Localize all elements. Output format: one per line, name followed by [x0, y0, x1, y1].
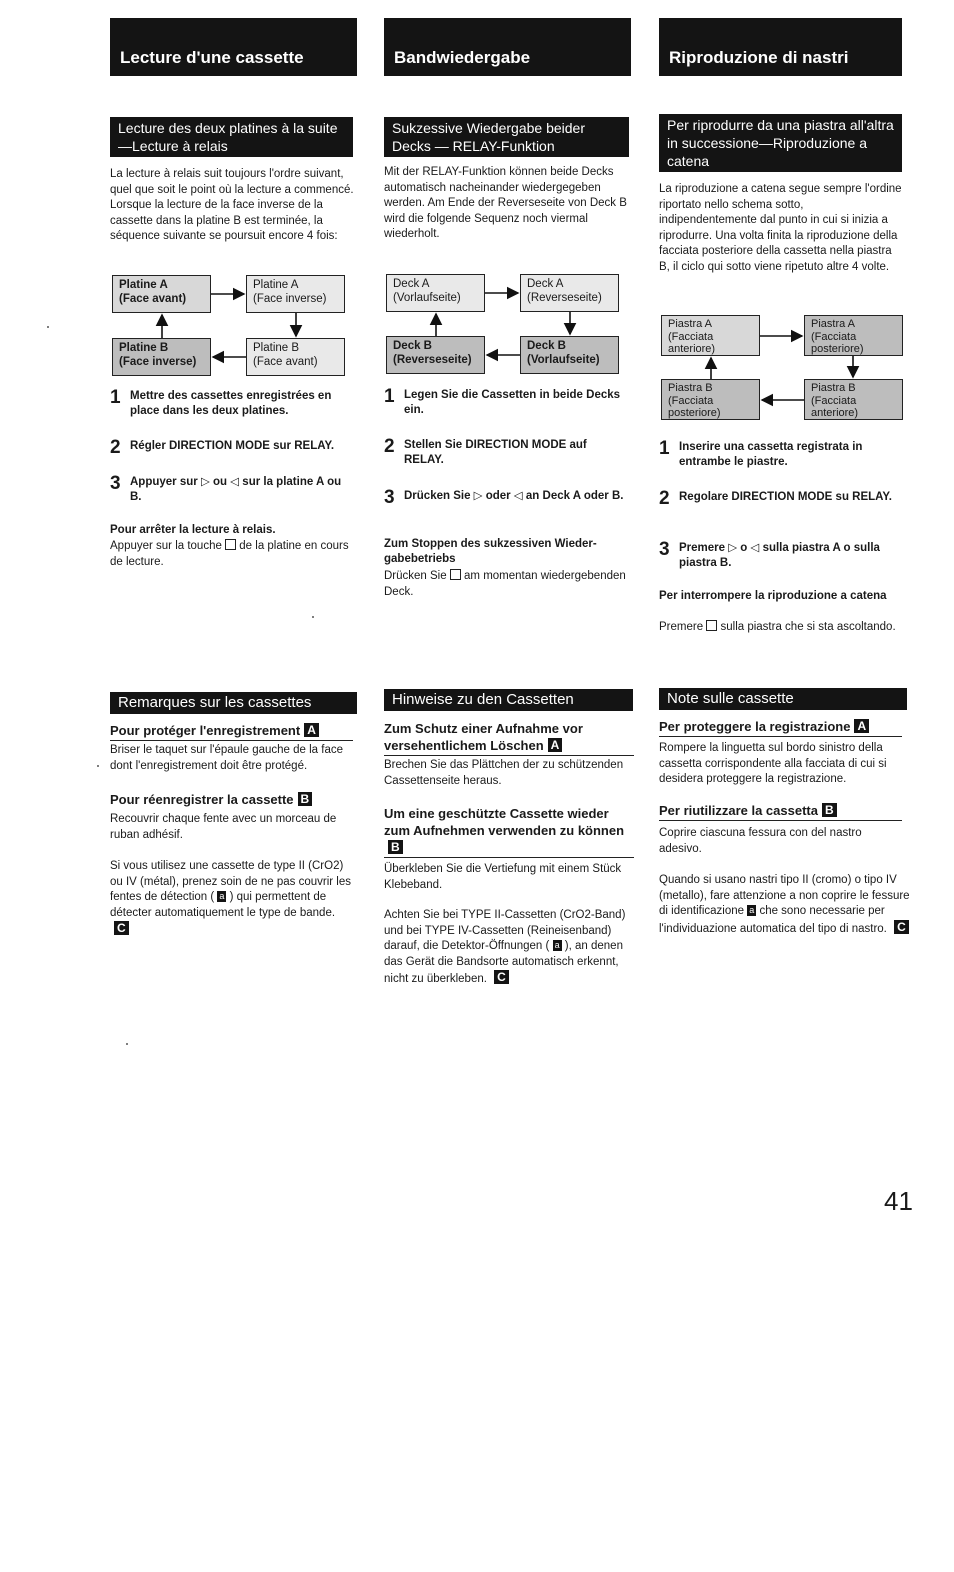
diagram-box-bottom-left: Deck B (Reverseseite) — [386, 336, 485, 374]
protect-body: Briser le taquet sur l'épaule gauche de la face dont l'enregistrement doit être protégé. — [110, 744, 343, 772]
tape-type-note: Si vous utilisez une cassette de type II (CrO2) ou IV (métal), prenez soin de ne pas couvrir les fentes de détection ( a ) qui permettent de détecter automatiquement le type de bande. C — [110, 860, 351, 936]
stop-title: Zum Stoppen des sukzessiven Wieder-gabebetriebs — [384, 538, 597, 565]
play-reverse-icon: ◁ — [750, 542, 760, 554]
diagram-box-top-right: Platine A (Face inverse) — [246, 275, 345, 313]
rerecord-heading: Um eine geschützte Cassette wieder zum Aufnehmen verwenden zu könnenB — [384, 805, 634, 858]
diagram-box-top-right: Deck A (Reverseseite) — [520, 274, 619, 312]
page-number: 41 — [884, 1186, 913, 1216]
diagram-box-bottom-right: Deck B (Vorlaufseite) — [520, 336, 619, 374]
play-forward-icon: ▷ — [473, 490, 483, 502]
relay-intro: Mit der RELAY-Funktion können beide Decks automatisch nacheinander wiedergegeben werden. Am Ende der Reverseseite von Deck B wird die folgende Sequenz noch viermal wiederholt. — [384, 166, 627, 241]
protect-heading: Zum Schutz einer Aufnahme vor versehentlichem Löschen A — [384, 720, 634, 756]
banner-title: Bandwiedergabe — [384, 18, 631, 76]
step-2: 2 Regolare DIRECTION MODE su RELAY. — [659, 488, 893, 509]
relay-section-title: Sukzessive Wiedergabe beider Decks — RELAY-Funktion — [384, 117, 629, 157]
scan-speck — [126, 1043, 128, 1045]
step-2: 2 Régler DIRECTION MODE sur RELAY. — [110, 437, 335, 458]
stop-title: Per interrompere la riproduzione a catena — [659, 590, 887, 602]
label-b-icon: B — [388, 840, 403, 854]
stop-button-icon — [706, 620, 717, 631]
diagram-arrows — [661, 313, 906, 423]
relay-diagram — [386, 271, 631, 381]
diagram-arrows — [386, 271, 631, 381]
play-forward-icon: ▷ — [728, 542, 738, 554]
relay-section-title: Lecture des deux platines à la suite—Lecture à relais — [110, 117, 353, 157]
diagram-box-top-left: Piastra A (Facciata anteriore) — [661, 315, 760, 356]
diagram-box-top-right: Piastra A (Facciata posteriore) — [804, 315, 903, 356]
step-3: 3 Appuyer sur ▷ ou ◁ sur la platine A ou B. — [110, 473, 342, 503]
notes-section-title: Note sulle cassette — [659, 688, 907, 710]
label-a-icon: A — [304, 723, 319, 737]
protect-body: Brechen Sie das Plättchen der zu schützenden Cassettenseite heraus. — [384, 759, 624, 787]
step-1: 1 Inserire una cassetta registrata in entrambe le piastre. — [659, 438, 863, 468]
label-b-icon: B — [298, 792, 313, 806]
protect-heading: Pour protéger l'enregistrement A — [110, 722, 353, 741]
step-3: 3 Drücken Sie ▷ oder ◁ an Deck A oder B. — [384, 487, 624, 508]
notes-section-title: Hinweise zu den Cassetten — [384, 689, 633, 711]
diagram-box-top-left: Platine A (Face avant) — [112, 275, 211, 313]
protect-body: Rompere la linguetta sul bordo sinistro della cassetta corrispondente alla facciata di cui si desidera proteggere la registrazione. — [659, 742, 887, 786]
step-2: 2 Stellen Sie DIRECTION MODE auf RELAY. — [384, 436, 587, 466]
play-reverse-icon: ◁ — [230, 476, 240, 488]
diagram-box-bottom-right: Platine B (Face avant) — [246, 338, 345, 376]
label-c-icon: C — [114, 921, 129, 935]
label-a-small-icon: a — [554, 940, 560, 951]
stop-button-icon — [450, 569, 461, 580]
scan-speck — [312, 616, 314, 618]
label-a-icon: A — [854, 719, 869, 733]
relay-intro: La lecture à relais suit toujours l'ordre suivant, quel que soit le point où la lecture a commencé. Lorsque la lecture de la face inverse de la cassette dans la platine B est terminée, la séquence suivante se poursuit encore 4 fois: — [110, 168, 354, 243]
diagram-box-bottom-left: Platine B (Face inverse) — [112, 338, 211, 376]
rerecord-heading: Pour réenregistrer la cassette B — [110, 791, 353, 809]
label-b-icon: B — [822, 803, 837, 817]
notes-section-title: Remarques sur les cassettes — [110, 692, 357, 714]
relay-diagram — [112, 272, 357, 382]
rerecord-body: Coprire ciascuna fessura con del nastro adesivo. — [659, 827, 862, 855]
banner-title: Riproduzione di nastri — [659, 18, 902, 76]
label-a-icon: A — [548, 738, 563, 752]
diagram-arrows — [112, 272, 357, 382]
label-a-small-icon: a — [219, 891, 225, 902]
scan-speck — [47, 326, 49, 328]
step-1: 1 Legen Sie die Cassetten in beide Decks ein. — [384, 386, 621, 416]
banner-title: Lecture d'une cassette — [110, 18, 357, 76]
stop-button-icon — [225, 539, 236, 550]
diagram-box-top-left: Deck A (Vorlaufseite) — [386, 274, 485, 312]
play-reverse-icon: ◁ — [513, 490, 523, 502]
diagram-box-bottom-left: Piastra B (Facciata posteriore) — [661, 379, 760, 420]
play-forward-icon: ▷ — [200, 476, 210, 488]
tape-type-note: Achten Sie bei TYPE II-Cassetten (CrO2-Band) und bei TYPE IV-Cassetten (Reineisenband) darauf, die Detektor-Öffnungen ( a ), an denen das Gerät die Bandsorte automatisch erkennt, nicht zu überkleben. C — [384, 909, 626, 986]
stop-title: Pour arrêter la lecture à relais. — [110, 524, 276, 536]
tape-type-note: Quando si usano nastri tipo II (cromo) o tipo IV (metallo), fare attenzione a non coprire le fessure di identificazione a che sono necessarie per l'individuazione automatica del tipo di nastro. C — [659, 874, 910, 935]
label-a-small-icon: a — [749, 905, 755, 916]
label-c-icon: C — [894, 920, 909, 934]
rerecord-body: Überkleben Sie die Vertiefung mit einem Stück Klebeband. — [384, 863, 622, 891]
relay-section-title: Per riprodurre da una piastra all'altra in successione—Riproduzione a catena — [659, 114, 902, 172]
diagram-box-bottom-right: Piastra B (Facciata anteriore) — [804, 379, 903, 420]
stop-body: Premere sulla piastra che si sta ascoltando. — [659, 621, 896, 633]
scan-speck — [97, 765, 99, 767]
stop-body: Appuyer sur la touche de la platine en cours de lecture. — [110, 540, 349, 568]
protect-heading: Per proteggere la registrazione A — [659, 718, 902, 737]
relay-diagram — [661, 313, 906, 423]
rerecord-body: Recouvrir chaque fente avec un morceau de ruban adhésif. — [110, 813, 337, 841]
stop-body: Drücken Sie am momentan wiedergebenden Deck. — [384, 570, 626, 598]
step-3: 3 Premere ▷ o ◁ sulla piastra A o sulla piastra B. — [659, 539, 880, 569]
rerecord-heading: Per riutilizzare la cassetta B — [659, 802, 902, 821]
label-c-icon: C — [494, 970, 509, 984]
step-1: 1 Mettre des cassettes enregistrées en place dans les deux platines. — [110, 387, 332, 417]
relay-intro: La riproduzione a catena segue sempre l'ordine riportato nello schema sotto, indipendentemente dal punto in cui si inizia a riprodurre. Una volta finita la riproduzione della facciata posteriore della cassetta nella piastra B, il ciclo qui sotto viene ripetuto altre 4 volte. — [659, 183, 902, 273]
